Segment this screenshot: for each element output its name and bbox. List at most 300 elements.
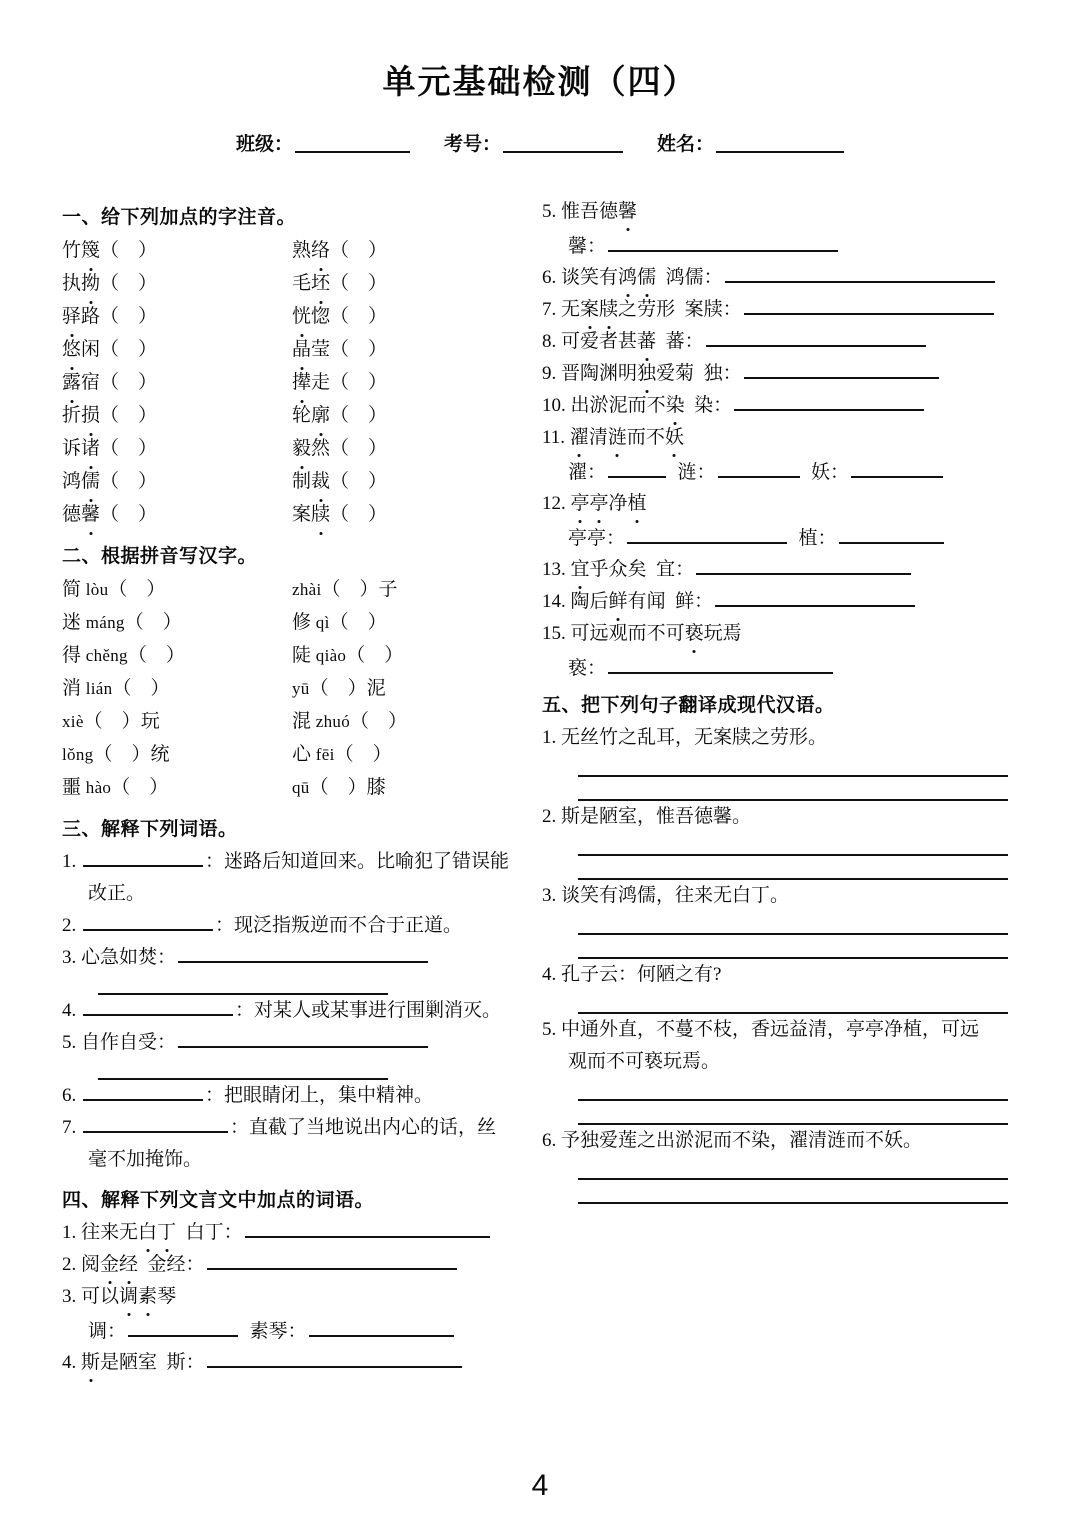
item-line	[62, 846, 542, 877]
item-line	[542, 618, 1012, 649]
answer-parens: （ ）	[346, 645, 404, 666]
answer-parens: （ ）	[330, 306, 388, 327]
item-line	[542, 326, 1012, 357]
classical-word-item	[542, 390, 1012, 421]
char: 执	[62, 273, 82, 294]
pinyin-write-item[interactable]	[292, 639, 532, 672]
classical-sentence	[561, 326, 656, 357]
char: 斯	[81, 1347, 100, 1378]
classical-sentence: 谈笑有鸿儒，往来无白丁。	[561, 885, 790, 906]
item-line	[542, 801, 1012, 832]
char: 濯	[570, 422, 589, 453]
explain-term-item	[62, 1027, 542, 1080]
char: 路	[81, 306, 101, 327]
item-line	[62, 910, 542, 941]
item-number: 10.	[542, 395, 571, 416]
answer-parens: （ ）	[330, 240, 388, 261]
prefix-char: 迷	[62, 612, 86, 633]
item-line	[62, 1112, 542, 1143]
answer-blank[interactable]	[851, 459, 943, 478]
page-title: 单元基础检测（四）	[382, 65, 698, 101]
item-number: 6.	[62, 1085, 81, 1106]
classical-sentence	[570, 422, 684, 453]
answer-label: 染：	[684, 395, 733, 416]
term-definition: ：把眼睛闭上，集中精神。	[205, 1085, 434, 1106]
item-line	[62, 1027, 542, 1058]
exam-number-field-label: 考号：	[443, 134, 501, 155]
answer-label: 亵：	[568, 658, 607, 679]
pinyin-write-item[interactable]	[62, 705, 292, 738]
section-1-heading: 一、给下列加点的字注音。	[62, 207, 297, 228]
char: 不	[646, 623, 666, 644]
answer-parens: （ ）	[100, 504, 158, 525]
answer-parens: （ ）	[309, 678, 367, 699]
char: 而	[626, 427, 646, 448]
pinyin-annotate-item[interactable]	[292, 432, 532, 465]
name-field-label: 姓名：	[657, 134, 715, 155]
char: 劳	[637, 299, 657, 320]
pinyin-write-row	[62, 705, 542, 738]
classical-sentence	[81, 1217, 176, 1248]
answer-blank[interactable]	[715, 588, 915, 607]
item-line	[542, 294, 1012, 325]
pinyin-write-item[interactable]	[292, 705, 532, 738]
pinyin-text: lǒng	[62, 745, 94, 764]
item-number: 5.	[542, 201, 561, 222]
char: 拗	[81, 267, 100, 300]
char: 不	[646, 395, 666, 416]
item-line	[62, 1217, 542, 1248]
prefix-char: 噩	[62, 777, 86, 798]
char: 惚	[311, 306, 331, 327]
pinyin-write-item[interactable]	[292, 573, 532, 606]
char: 有	[627, 591, 647, 612]
student-info-row	[0, 129, 1080, 156]
pinyin-text: qì	[315, 613, 330, 632]
char: 坯	[311, 267, 330, 300]
answer-parens: （ ）	[100, 438, 158, 459]
char: 形	[656, 299, 676, 320]
char: 丁	[157, 1217, 176, 1248]
pinyin-write-item[interactable]	[62, 672, 292, 705]
explain-term-item	[62, 1112, 542, 1175]
translation-answer-line[interactable]	[578, 854, 1008, 856]
answer-blank[interactable]	[696, 556, 911, 575]
annotated-word	[292, 366, 330, 399]
char: 素	[138, 1281, 157, 1312]
item-line	[542, 262, 1012, 293]
translate-item	[542, 959, 1012, 1014]
char: 诸	[81, 432, 100, 465]
answer-parens: （ ）	[329, 612, 387, 633]
classical-word-item	[542, 196, 1012, 262]
classical-sentence	[81, 1347, 157, 1378]
char: 涟	[608, 422, 627, 453]
char: 清	[588, 427, 608, 448]
classical-word-item	[542, 262, 1012, 293]
char: 后	[589, 591, 609, 612]
item-line	[542, 880, 1012, 911]
prefix-char: 简	[62, 579, 86, 600]
content-columns	[0, 196, 1080, 1379]
char: 晋	[561, 363, 581, 384]
suffix-char: 泥	[366, 678, 386, 699]
char: 露	[62, 366, 81, 399]
char: 无	[119, 1222, 139, 1243]
char: 廓	[311, 399, 330, 432]
answer-parens: （ ）	[330, 504, 388, 525]
section-4-items-left	[62, 1217, 542, 1378]
char: 驿	[62, 300, 81, 333]
item-line	[542, 959, 1012, 990]
answer-label: 鸿儒：	[656, 267, 723, 288]
pinyin-write-row	[62, 573, 542, 606]
explain-term-item	[62, 995, 542, 1026]
answer-blank[interactable]	[608, 459, 666, 478]
char: 宜	[571, 554, 590, 585]
answer-blank[interactable]	[734, 392, 924, 411]
class-field-label: 班级：	[235, 134, 293, 155]
char: 可	[665, 623, 685, 644]
pinyin-annotate-item[interactable]	[292, 366, 532, 399]
item-line	[62, 1080, 542, 1111]
prefix-char: 消	[62, 678, 86, 699]
class-field-blank[interactable]	[295, 151, 410, 153]
pinyin-annotate-item[interactable]	[62, 498, 292, 531]
prefix-char: 修	[292, 612, 316, 633]
classical-sentence	[571, 586, 666, 617]
pinyin-annotate-item[interactable]	[62, 399, 292, 432]
classical-word-item	[62, 1217, 542, 1248]
classical-sentence: 斯是陋室，惟吾德馨。	[561, 806, 752, 827]
pinyin-annotate-item[interactable]	[62, 432, 292, 465]
answer-blank[interactable]	[839, 525, 944, 544]
char: 陶	[570, 591, 590, 612]
answer-label: 白丁：	[176, 1222, 243, 1243]
answer-blank[interactable]	[128, 1318, 238, 1337]
answer-parens: （ ）	[100, 372, 158, 393]
classical-sentence	[571, 390, 685, 421]
suffix-char: 膝	[366, 777, 386, 798]
pinyin-text: xiè	[62, 712, 84, 731]
item-line	[542, 196, 1012, 227]
class-field[interactable]	[236, 129, 410, 156]
char: 染	[666, 390, 685, 421]
pinyin-annotate-item[interactable]	[292, 267, 532, 300]
pinyin-annotate-item[interactable]	[292, 465, 532, 498]
section-4-heading: 四、解释下列文言文中加点的词语。	[62, 1190, 375, 1211]
item-line	[542, 722, 1012, 753]
annotated-word	[292, 399, 330, 432]
item-line	[62, 1281, 542, 1312]
char: 而	[627, 623, 647, 644]
translate-item	[542, 880, 1012, 959]
pinyin-annotate-item[interactable]	[292, 333, 532, 366]
definition-blank[interactable]	[178, 1029, 428, 1048]
section-4-items-right	[542, 196, 1012, 684]
prefix-char: 心	[292, 744, 316, 765]
pinyin-annotate-row	[62, 333, 542, 366]
section-3-items	[62, 846, 542, 1175]
pinyin-text: máng	[85, 613, 125, 632]
char: 而	[627, 395, 647, 416]
char: 晶	[292, 333, 311, 366]
char: 调	[119, 1281, 138, 1312]
exam-number-field[interactable]	[444, 129, 623, 156]
char: 儒	[637, 262, 656, 293]
char: 毛	[292, 273, 312, 294]
char: 损	[81, 399, 100, 432]
answer-parens: （ ）	[100, 405, 158, 426]
term-definition: ：直截了当地说出内心的话，丝	[230, 1117, 497, 1138]
char: 来	[100, 1222, 120, 1243]
annotated-word	[62, 267, 100, 300]
answer-label: 宜：	[646, 559, 695, 580]
char: 有	[599, 267, 619, 288]
term-definition: ：对某人或某事进行围剿消灭。	[235, 1000, 502, 1021]
classical-sentence	[561, 262, 656, 293]
pinyin-text: hào	[85, 778, 112, 797]
translation-answer-line[interactable]	[578, 933, 1008, 935]
char: 金	[100, 1249, 119, 1280]
term-answer-blank[interactable]	[83, 1114, 228, 1133]
item-continuation: 毫不加掩饰。	[88, 1149, 203, 1170]
char: 不	[645, 427, 665, 448]
item-line	[62, 1249, 542, 1280]
right-column	[542, 196, 1012, 1379]
pinyin-annotate-item[interactable]	[292, 399, 532, 432]
answer-label: 独：	[694, 363, 742, 384]
pinyin-write-row	[62, 606, 542, 639]
classical-sentence: 中通外直，不蔓不枝，香远益清，亭亭净植，可远	[561, 1019, 980, 1040]
answer-blank[interactable]	[706, 328, 926, 347]
translation-answer-line[interactable]	[578, 1202, 1008, 1204]
answer-parens: （ ）	[330, 405, 388, 426]
name-field-blank[interactable]	[716, 151, 844, 153]
term-text: 自作自受：	[81, 1032, 177, 1053]
char: 莹	[311, 339, 331, 360]
pinyin-write-item[interactable]	[292, 672, 532, 705]
char: 净	[608, 493, 628, 514]
translate-item	[542, 801, 1012, 880]
char: 观	[608, 623, 628, 644]
translation-answer-line[interactable]	[578, 1099, 1008, 1101]
char: 淤	[589, 395, 609, 416]
answer-blank[interactable]	[207, 1251, 457, 1270]
section-2-rows	[62, 573, 542, 804]
classical-sentence	[571, 488, 647, 519]
pinyin-text: qū	[292, 778, 310, 797]
char: 爱	[580, 331, 600, 352]
item-line	[62, 1347, 542, 1378]
term-definition: ：现泛指叛逆而不合于正道。	[215, 915, 463, 936]
pinyin-text: lòu	[85, 580, 109, 599]
item-number: 3.	[62, 1286, 81, 1307]
pinyin-text: lián	[85, 679, 113, 698]
classical-word-item	[542, 294, 1012, 325]
answer-parens: （ ）	[108, 579, 166, 600]
answer-sub-row	[568, 231, 1012, 262]
pinyin-annotate-row	[62, 465, 542, 498]
item-number: 3.	[62, 947, 81, 968]
answer-label: 蕃：	[656, 331, 704, 352]
suffix-char: 统	[150, 744, 170, 765]
item-line	[542, 586, 1012, 617]
pinyin-annotate-item[interactable]	[292, 498, 532, 531]
answer-label: 亭亭：	[568, 528, 626, 549]
term-answer-blank[interactable]	[83, 912, 213, 931]
answer-blank[interactable]	[207, 1349, 462, 1368]
char: 闲	[81, 339, 101, 360]
item-number: 5.	[62, 1032, 81, 1053]
char: 亭	[590, 488, 609, 519]
answer-blank[interactable]	[608, 233, 838, 252]
char: 渊	[599, 363, 619, 384]
answer-blank[interactable]	[718, 459, 800, 478]
answer-parens: （ ）	[334, 744, 392, 765]
pinyin-annotate-item[interactable]	[62, 465, 292, 498]
term-answer-blank[interactable]	[83, 997, 233, 1016]
char: 馨	[618, 196, 637, 227]
pinyin-write-item[interactable]	[62, 606, 292, 639]
prefix-char: 陡	[292, 645, 316, 666]
char: 儒	[81, 465, 100, 498]
char: 甚	[618, 331, 638, 352]
name-field[interactable]	[657, 129, 844, 156]
answer-parens: （ ）	[100, 471, 158, 492]
char: 室	[138, 1352, 158, 1373]
translate-item	[542, 1014, 1012, 1125]
translation-answer-line[interactable]	[578, 1178, 1008, 1180]
term-answer-blank[interactable]	[83, 1082, 203, 1101]
answer-blank[interactable]	[608, 655, 833, 674]
char: 往	[81, 1222, 101, 1243]
answer-label: 涟：	[668, 462, 716, 483]
definition-blank[interactable]	[178, 944, 428, 963]
item-number: 4.	[62, 1352, 81, 1373]
pinyin-annotate-item[interactable]	[62, 366, 292, 399]
classical-sentence	[81, 1249, 138, 1280]
char: 矣	[627, 559, 647, 580]
answer-label: 妖：	[801, 462, 850, 483]
char: 焉	[722, 623, 742, 644]
item-number: 7.	[542, 299, 561, 320]
pinyin-write-item[interactable]	[62, 639, 292, 672]
answer-sub-row	[568, 457, 1012, 488]
answer-parens: （ ）	[111, 777, 169, 798]
annotated-word	[292, 300, 330, 333]
char: 熟	[292, 240, 312, 261]
pinyin-write-row	[62, 672, 542, 705]
item-number: 2.	[62, 1254, 81, 1275]
char: 独	[637, 358, 656, 389]
char: 鸿	[618, 262, 637, 293]
answer-blank[interactable]	[245, 1219, 490, 1238]
char: 蕃	[637, 326, 656, 357]
item-line	[542, 1014, 1012, 1045]
pinyin-annotate-row	[62, 234, 542, 267]
char: 牍	[311, 498, 330, 531]
pinyin-annotate-row	[62, 399, 542, 432]
exam-number-field-blank[interactable]	[503, 151, 623, 153]
answer-blank[interactable]	[627, 525, 787, 544]
item-number: 3.	[542, 885, 561, 906]
answer-parens: （ ）	[330, 471, 388, 492]
char: 谈	[561, 267, 581, 288]
char: 亭	[571, 488, 590, 519]
char: 制	[292, 471, 312, 492]
pinyin-text: zhài	[292, 580, 322, 599]
pinyin-annotate-item[interactable]	[292, 234, 532, 267]
answer-label: 斯：	[157, 1352, 205, 1373]
char: 妖	[665, 422, 684, 453]
pinyin-write-item[interactable]	[292, 738, 532, 771]
classical-word-item	[542, 326, 1012, 357]
classical-word-item	[62, 1281, 542, 1347]
section-1-rows	[62, 234, 542, 531]
pinyin-annotate-item[interactable]	[62, 267, 292, 300]
pinyin-annotate-item[interactable]	[62, 300, 292, 333]
pinyin-annotate-item[interactable]	[292, 300, 532, 333]
char: 悠	[62, 333, 81, 366]
char: 惟	[561, 201, 581, 222]
pinyin-write-item[interactable]	[292, 606, 532, 639]
pinyin-text: chěng	[85, 646, 128, 665]
term-answer-blank[interactable]	[83, 848, 203, 867]
explain-term-item	[62, 1080, 542, 1111]
answer-blank[interactable]	[744, 360, 939, 379]
pinyin-write-item[interactable]	[292, 771, 532, 804]
char: 撵	[292, 366, 311, 399]
char: 闻	[646, 591, 666, 612]
char: 众	[608, 559, 628, 580]
translation-answer-line[interactable]	[578, 775, 1008, 777]
item-line	[542, 390, 1012, 421]
item-number: 12.	[542, 493, 571, 514]
pinyin-write-item[interactable]	[62, 771, 292, 804]
annotated-word	[62, 333, 100, 366]
answer-label: 馨：	[568, 236, 607, 257]
item-number: 6.	[542, 267, 561, 288]
char: 竹	[62, 240, 82, 261]
char: 裁	[311, 465, 330, 498]
translate-item	[542, 1125, 1012, 1204]
answer-parens: （ ）	[330, 438, 388, 459]
answer-blank[interactable]	[309, 1318, 454, 1337]
char: 亵	[685, 618, 704, 649]
char: 之	[618, 299, 638, 320]
answer-parens: （ ）	[330, 372, 388, 393]
answer-parens: （ ）	[330, 273, 388, 294]
answer-blank[interactable]	[744, 296, 994, 315]
char: 折	[62, 405, 82, 426]
char: 毅	[292, 432, 311, 465]
section-2-heading: 二、根据拼音写汉字。	[62, 546, 258, 567]
pinyin-write-item[interactable]	[62, 738, 292, 771]
explain-term-item	[62, 942, 542, 995]
page-number: 4	[531, 1469, 549, 1502]
pinyin-write-item[interactable]	[62, 573, 292, 606]
classical-word-item	[62, 1347, 542, 1378]
pinyin-annotate-row	[62, 498, 542, 531]
classical-word-item	[542, 422, 1012, 488]
pinyin-annotate-item[interactable]	[62, 234, 292, 267]
item-number: 2.	[62, 915, 81, 936]
classical-word-item	[62, 1249, 542, 1280]
pinyin-annotate-item[interactable]	[62, 333, 292, 366]
answer-blank[interactable]	[725, 264, 995, 283]
section-3-heading: 三、解释下列词语。	[62, 819, 238, 840]
